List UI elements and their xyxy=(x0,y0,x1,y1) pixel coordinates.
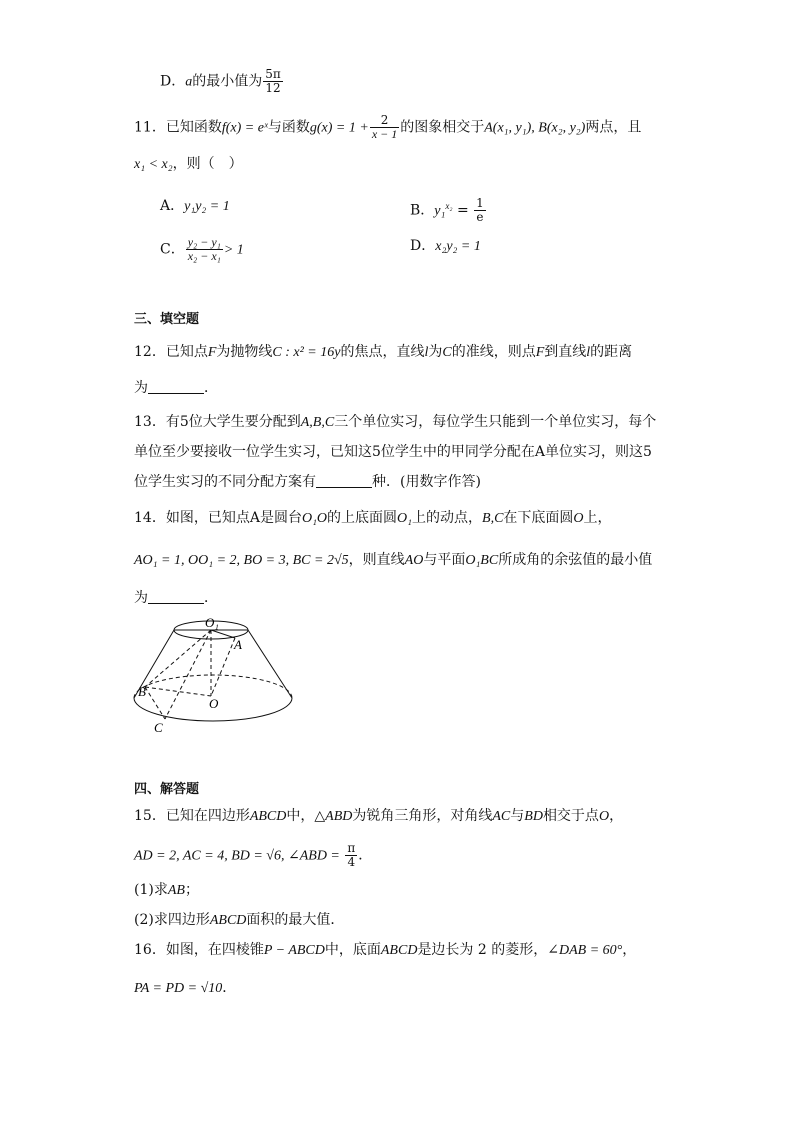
q11-stem-line2: x₁ < x₂，则（ ） xyxy=(134,156,243,172)
label-b: B xyxy=(138,684,146,699)
label-c: C xyxy=(154,720,163,735)
segment-b-c xyxy=(145,687,165,719)
q13-stem-line1: 13．有5位大学生要分配到A,B,C三个单位实习，每位学生只能到一个单位实习，每个 xyxy=(134,414,657,430)
q11-option-a: A．y₁y₂ = 1 xyxy=(160,198,230,214)
fraction: $\frac{\pi}{4}$ xyxy=(347,841,356,869)
segment-o1-c xyxy=(165,630,211,719)
fraction: $\frac{2}{x - 1}$ xyxy=(371,113,398,141)
q13-stem-line3: 位学生实习的不同分配方案有 种．(用数字作答) xyxy=(134,474,481,490)
q16-stem-line1: 16．如图，在四棱锥P − ABCD中，底面ABCD是边长为 2 的菱形，∠DAB = 60°， xyxy=(134,942,637,958)
q11-option-d: D．x₂y₂ = 1 xyxy=(410,238,481,254)
question-number: 11． xyxy=(134,119,166,136)
section-heading-solutions: 四、解答题 xyxy=(134,782,200,797)
answer-blank[interactable] xyxy=(148,589,204,604)
q14-stem-line3: 为 ． xyxy=(134,590,218,606)
answer-blank[interactable] xyxy=(148,379,204,394)
fraction: $\frac{1}{e}$ xyxy=(476,196,484,225)
q15-part-2: (2)求四边形ABCD面积的最大值． xyxy=(134,912,345,928)
segment-a-o xyxy=(211,638,235,696)
q11-stem-line1: 11．已知函数f(x) = eˣ与函数g(x) = 1 + $\frac{2}{x - 1}$ 的图象相交于A(x₁, y₁), B(x₂, y₂)两点，且 xyxy=(134,113,642,141)
fraction: $\frac{5\pi}{12}$ xyxy=(265,67,281,95)
label-a: A xyxy=(234,637,242,652)
q11-option-c: C． $\frac{\text{y₂ − y₁}}{\text{x₂ − x₁}}$ > 1 xyxy=(160,235,244,263)
option-label: D． xyxy=(160,73,186,90)
q13-stem-line2: 单位至少要接收一位学生实习，已知这5位学生中的甲同学分配在A单位实习，则这5 xyxy=(134,444,652,460)
q16-stem-line2: PA = PD = √10． xyxy=(134,980,237,996)
q12-stem-line1: 12．已知点F为抛物线C : x² = 16y的焦点，直线l为C的准线，则点F到直线l的距离 xyxy=(134,344,633,360)
frustum-figure xyxy=(125,610,305,735)
q11-option-b: B．y₁$^{x_2}$ = $\frac{1}{e}$ xyxy=(410,196,484,225)
q14-stem-line2: AO₁ = 1, OO₁ = 2, BO = 3, BC = 2√5，则直线AO与平面O₁BC所成角的余弦值的最小值 xyxy=(134,552,653,568)
q12-stem-line2: 为 ． xyxy=(134,380,218,396)
fraction: $\frac{\text{y₂ − y₁}}{\text{x₂ − x₁}}$ xyxy=(187,235,221,263)
slant-right xyxy=(248,630,292,698)
q10-option-d: D．a的最小值为 $\frac{5\pi}{12}$ xyxy=(160,67,281,95)
label-o: O xyxy=(209,696,219,711)
q15-stem-line1: 15．已知在四边形ABCD中，△ABD为锐角三角形，对角线AC与BD相交于点O， xyxy=(134,808,624,824)
answer-blank[interactable] xyxy=(316,473,372,488)
bottom-ellipse-back xyxy=(134,675,292,698)
section-heading-fill-in: 三、填空题 xyxy=(134,312,200,327)
q15-part-1: (1)求AB； xyxy=(134,882,199,898)
segment-o1-a xyxy=(211,630,235,638)
label-o1: O₁ xyxy=(205,615,219,630)
q14-stem-line1: 14．如图，已知点A是圆台O₁O的上底面圆O₁上的动点，B,C在下底面圆O上， xyxy=(134,510,612,526)
q15-stem-line2: AD = 2, AC = 4, BD = √6, ∠ABD = $\frac{\pi}{4}$ ． xyxy=(134,841,373,869)
